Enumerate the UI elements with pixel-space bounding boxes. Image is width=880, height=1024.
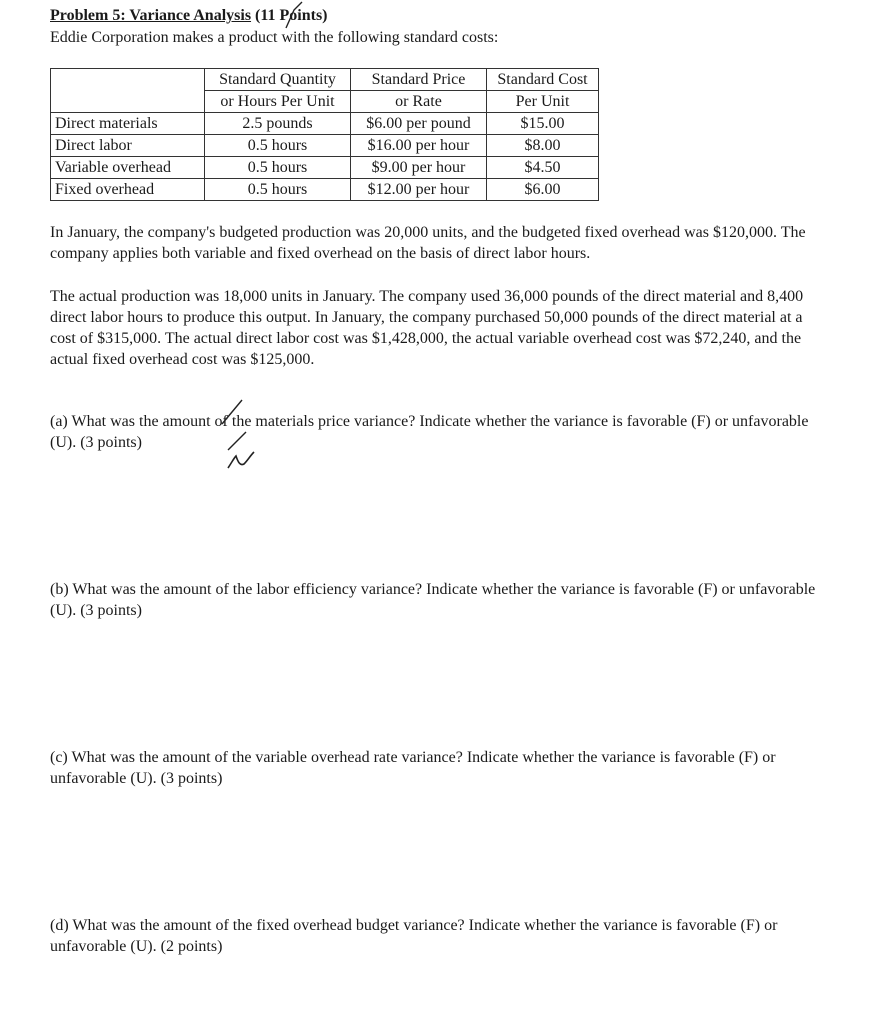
- problem-heading: [50, 6, 328, 26]
- row-price: $6.00 per pound: [351, 113, 487, 135]
- row-quantity: 0.5 hours: [205, 135, 351, 157]
- row-label: Variable overhead: [51, 157, 205, 179]
- question-b: (b) What was the amount of the labor efficiency variance? Indicate whether the variance is favorable (F) or unfavorable (U). (3 points): [50, 581, 816, 619]
- row-label: Fixed overhead: [51, 179, 205, 201]
- header-cost-line2: Per Unit: [487, 91, 599, 113]
- header-qty-line1: Standard Quantity: [205, 69, 351, 91]
- question-c: (c) What was the amount of the variable overhead rate variance? Indicate whether the variance is favorable (F) or unfavorable (U). (3 points): [50, 749, 776, 787]
- problem-title: Problem 5: Variance Analysis: [50, 7, 252, 24]
- table-row: [51, 113, 599, 135]
- row-cost: $8.00: [487, 135, 599, 157]
- actuals-paragraph: The actual production was 18,000 units in January. The company used 36,000 pounds of the direct material and 8,400 direct labor hours to produce this output. In January, the company purchased 50,000 pounds of the direct material at a cost of $315,000. The actual direct labor cost was $1,428,000, the actual variable overhead cost was $72,240, and the actual fixed overhead cost was $125,000.: [50, 288, 804, 368]
- row-cost: $4.50: [487, 157, 599, 179]
- row-quantity: 0.5 hours: [205, 179, 351, 201]
- header-qty-line2: or Hours Per Unit: [205, 91, 351, 113]
- table-row: [51, 179, 599, 201]
- row-label: Direct labor: [51, 135, 205, 157]
- row-cost: $15.00: [487, 113, 599, 135]
- row-price: $9.00 per hour: [351, 157, 487, 179]
- row-quantity: 2.5 pounds: [205, 113, 351, 135]
- row-price: $12.00 per hour: [351, 179, 487, 201]
- problem-intro: Eddie Corporation makes a product with the following standard costs:: [50, 29, 499, 46]
- row-quantity: 0.5 hours: [205, 157, 351, 179]
- problem-points: (11 Points): [255, 7, 328, 24]
- budget-paragraph: In January, the company's budgeted production was 20,000 units, and the budgeted fixed overhead was $120,000. The company applies both variable and fixed overhead on the basis of direct labor hours.: [50, 224, 806, 262]
- row-price: $16.00 per hour: [351, 135, 487, 157]
- table-row: [51, 135, 599, 157]
- row-cost: $6.00: [487, 179, 599, 201]
- row-label: Direct materials: [51, 113, 205, 135]
- question-a: (a) What was the amount of the materials price variance? Indicate whether the variance is favorable (F) or unfavorable (U). (3 points): [50, 413, 809, 451]
- table-header-blank: [51, 69, 205, 113]
- header-cost-line1: Standard Cost: [487, 69, 599, 91]
- standard-costs-table: [50, 68, 599, 201]
- table-row: [51, 157, 599, 179]
- question-d: (d) What was the amount of the fixed overhead budget variance? Indicate whether the variance is favorable (F) or unfavorable (U). (2 points): [50, 917, 778, 955]
- table-header-row: [51, 69, 599, 91]
- header-price-line1: Standard Price: [351, 69, 487, 91]
- header-price-line2: or Rate: [351, 91, 487, 113]
